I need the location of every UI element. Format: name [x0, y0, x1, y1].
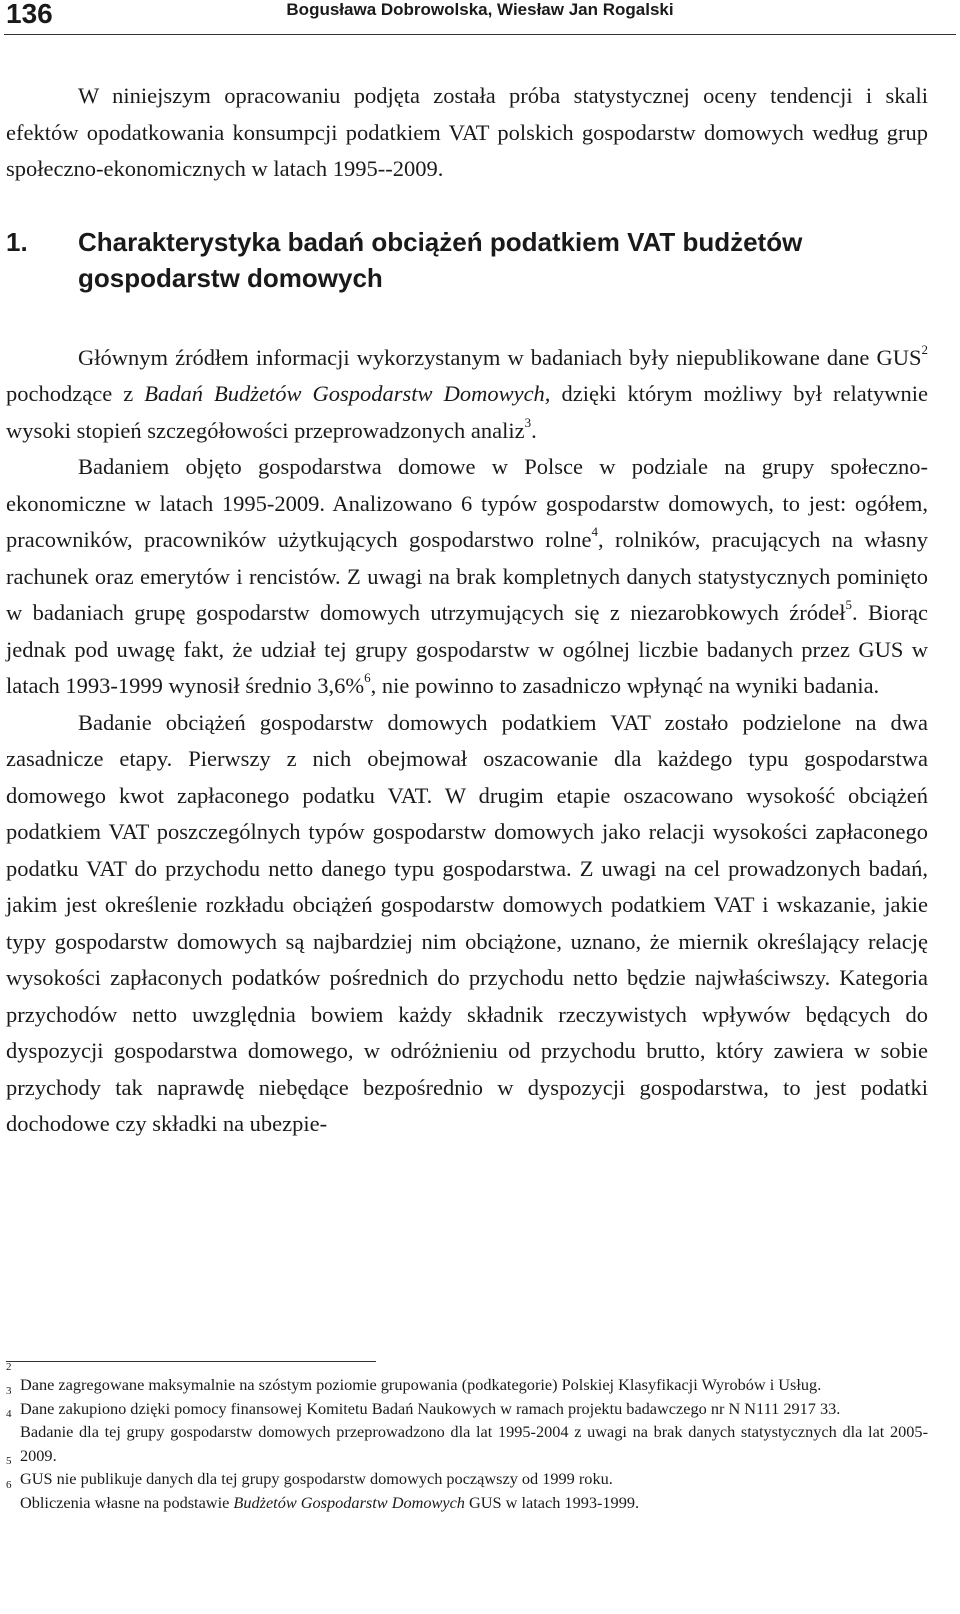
footnote-2: 2 Dane zagregowane maksymalnie na szóstym poziomie grupowania (podkategorie) Polskiej Klasyfikacji Wyrobów i Usług. — [6, 1361, 822, 1394]
footnote-text: Dane zagregowane maksymalnie na szóstym poziomie grupowania (podkategorie) Polskiej Klasyfikacji Wyrobów i Usług. — [20, 1375, 822, 1394]
page-header — [4, 0, 956, 35]
italic-title: Badań Budżetów Gospodarstw Domowych, — [144, 381, 551, 406]
paragraph-2 — [6, 449, 928, 705]
section-title: Charakterystyka badań obciążeń podatkiem VAT budżetów gospodarstw domowych — [78, 226, 803, 293]
page-number: 136 — [6, 0, 53, 29]
text-run: , nie powinno to zasadniczo wpłynąć na wyniki badania. — [370, 673, 880, 698]
section-number: 1. — [6, 226, 28, 257]
footnote-ref-2: 2 — [921, 341, 928, 357]
footnote-text: GUS nie publikuje danych dla tej grupy gospodarstw domowych począwszy od 1999 roku. — [20, 1469, 613, 1488]
text-run: pochodzące z — [6, 381, 145, 406]
footnote-ref-5: 5 — [845, 597, 852, 612]
text-run: Głównym źródłem informacji wykorzystanym w badaniach były niepublikowane dane GUS — [78, 344, 922, 370]
main-text — [6, 78, 928, 1143]
footnote-6: 6 Obliczenia własne na podstawie Budżetów Gospodarstw Domowych GUS w latach 1993-1999. — [6, 1478, 640, 1512]
running-head: Bogusława Dobrowolska, Wiesław Jan Rogalski — [286, 0, 674, 19]
footnote-text: Dane zakupiono dzięki pomocy finansowej Komitetu Badań Naukowych w ramach projektu badawczego nr N N111 2917 33. — [20, 1398, 841, 1418]
footnote-3: 3 Dane zakupiono dzięki pomocy finansowej Komitetu Badań Naukowych w ramach projektu badawczego nr N N111 2917 33. — [6, 1384, 841, 1418]
footnote-divider — [6, 1361, 376, 1362]
footnote-text: Badanie dla tej grupy gospodarstw domowych przeprowadzono dla lat 1995-2004 z uwagi na brak danych statystycznych dla lat 2005-2009. — [20, 1422, 928, 1465]
text-run: , rolników, pracujących na własny rachunek oraz emerytów i rencistów. Z uwagi na brak kompletnych danych statystycznych pominięto w badaniach grupę gospodarstw domowych utrzymujących się z niezarobkowych źródeł — [6, 527, 928, 625]
footnote-text: Obliczenia własne na podstawie — [20, 1492, 234, 1512]
footnote-italic: Budżetów Gospodarstw Domowych — [233, 1492, 465, 1512]
footnote-ref-6: 6 — [364, 670, 371, 685]
footnote-4: 4 Badanie dla tej grupy gospodarstw domowych przeprowadzono dla lat 1995-2004 z uwagi na brak danych statystycznych dla lat 2005-2009. — [6, 1408, 928, 1465]
footnote-ref-3: 3 — [524, 414, 532, 430]
text-run: . — [531, 417, 537, 443]
footnote-ref-4: 4 — [591, 524, 599, 539]
paragraph-3: Badanie obciążeń gospodarstw domowych podatkiem VAT zostało podzielone na dwa zasadnicze etapy. Pierwszy z nich obejmował oszacowanie dla każdego typu gospodarstwa domowego kwot zapłaconego podatku VAT. W drugim etapie oszacowano wysokość obciążeń podatkiem VAT poszczególnych typów gospodarstw domowych jako relacji wysokości zapłaconego podatku VAT do przychodu netto danego typu gospodarstwa. Z uwagi na cel prowadzonych badań, jakim jest określenie rozkładu obciążeń gospodarstw domowych podatkiem VAT i wskazanie, jakie typy gospodarstw domowych są najbardziej nim obciążone, uznano, że miernik określający relację wysokości zapłaconych podatków pośrednich do przychodu netto będzie najwłaściwszy. Kategoria przychodów netto uwzględnia bowiem każdy składnik rzeczywistych wpływów będących do dyspozycji gospodarstwa domowego, w odróżnieniu od przychodu brutto, który zawiera w sobie przychody tak naprawdę niebędące bezpośrednio w dyspozycji gospodarstwa, to jest podatki dochodowe czy składki na ubezpie- — [6, 709, 928, 1136]
footnote-text: GUS w latach 1993-1999. — [464, 1492, 640, 1512]
footnotes — [6, 1361, 928, 1514]
text-run: Badaniem objęto gospodarstwa domowe w Polsce w podziale na grupy społeczno-ekonomiczne w latach 1995-2009. Analizowano 6 typów gospodarstw domowych, to jest: ogółem, pracowników, pracowników użytkujących gospodarstwo rolne — [6, 454, 928, 552]
text-run: dzięki którym możliwy był relatywnie wysoki stopień szczegółowości przeprowadzonych analiz — [6, 381, 928, 443]
text-run: . Biorąc jednak pod uwagę fakt, że udział tej grupy gospodarstw w ogólnej liczbie badanych przez GUS w latach 1993-1999 wynosił średnio 3,6% — [6, 600, 928, 698]
footnote-5: 5 GUS nie publikuje danych dla tej grupy gospodarstw domowych począwszy od 1999 roku. — [6, 1455, 613, 1488]
section-heading — [6, 224, 928, 296]
paragraph-1 — [6, 340, 928, 450]
intro-paragraph: W niniejszym opracowaniu podjęta została próba statystycznej oceny tendencji i skali efektów opodatkowania konsumpcji podatkiem VAT polskich gospodarstw domowych według grup społeczno-ekonomicznych w latach 1995--2009. — [6, 83, 928, 181]
